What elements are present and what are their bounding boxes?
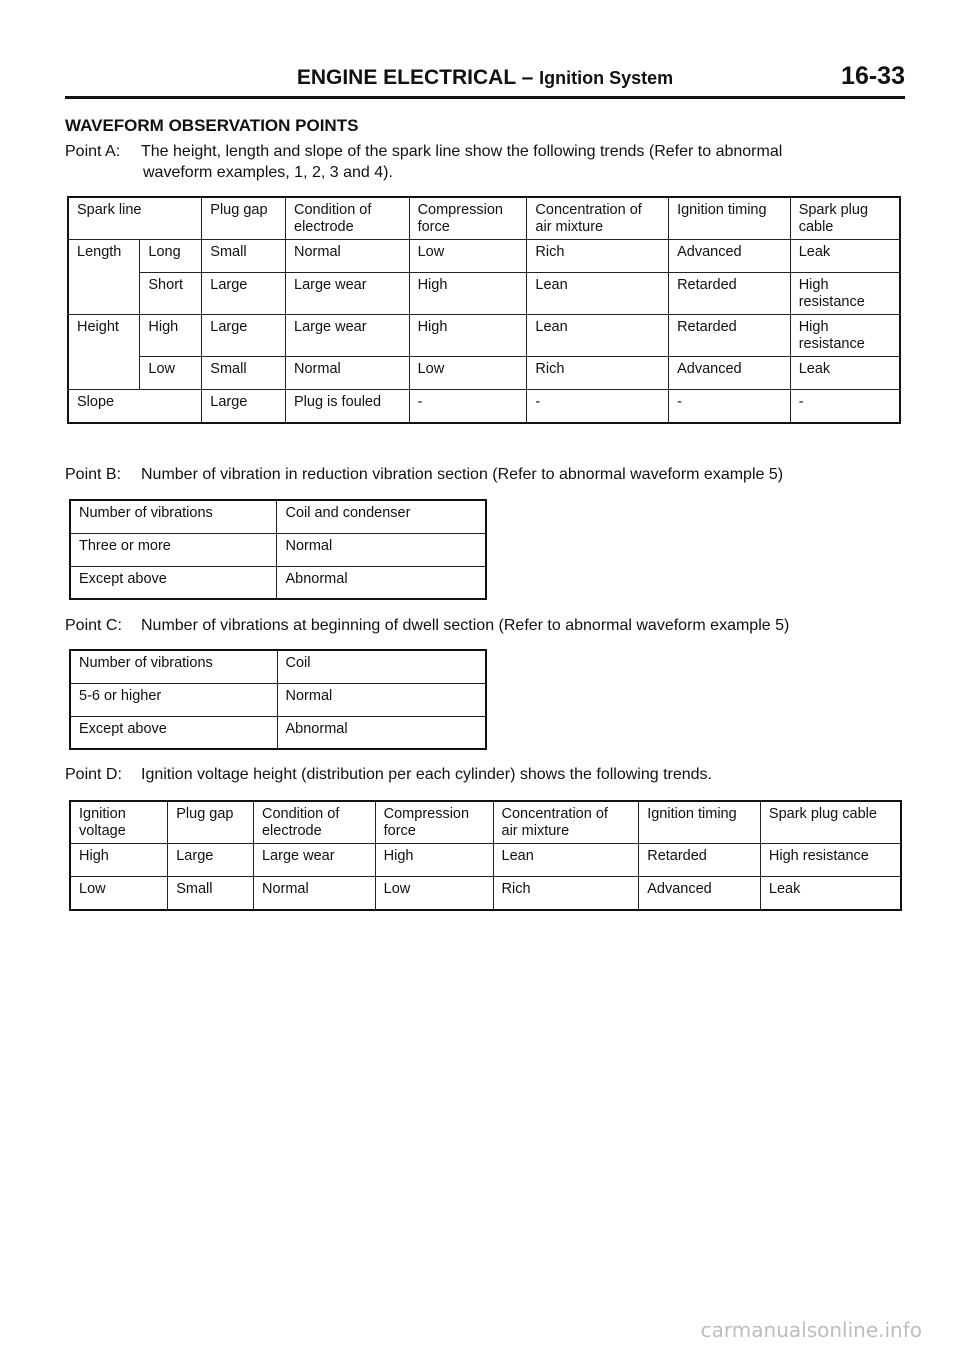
table-cell: - [527, 390, 669, 423]
table-cell: Advanced [639, 877, 761, 910]
header-spark-plug-cable: Spark plug cable [790, 197, 900, 240]
table-cell [68, 273, 140, 315]
table-cell: Leak [790, 240, 900, 273]
header-ignition-timing: Ignition timing [639, 801, 761, 844]
table-row [68, 357, 900, 390]
table-cell: Except above [70, 716, 277, 749]
table-cell: Normal [286, 240, 410, 273]
table-cell: Leak [790, 357, 900, 390]
table-cell: Advanced [669, 240, 791, 273]
watermark: carmanualsonline.info [700, 1318, 922, 1342]
point-b-text: Number of vibration in reduction vibration section (Refer to abnormal waveform example 5) [141, 466, 784, 483]
page-title [65, 66, 905, 90]
table-cell: High [140, 315, 202, 357]
page-number: 16-33 [841, 62, 905, 90]
point-d-paragraph [65, 764, 712, 785]
table-cell: High resistance [790, 315, 900, 357]
table-cell: Small [168, 877, 254, 910]
table-cell: Retarded [669, 273, 791, 315]
table-row [68, 390, 900, 423]
table-cell: High resistance [790, 273, 900, 315]
table-cell: Lean [527, 315, 669, 357]
header-coil: Coil [277, 650, 486, 683]
header-plug-gap: Plug gap [168, 801, 254, 844]
table-cell: Low [375, 877, 493, 910]
point-b-label: Point B: [65, 466, 122, 483]
table-cell: - [669, 390, 791, 423]
table-header-row [68, 197, 900, 240]
row-label-length: Length [68, 240, 140, 273]
table-row [68, 273, 900, 315]
table-cell: Low [70, 877, 168, 910]
table-coil [69, 649, 487, 750]
table-cell: Abnormal [277, 566, 486, 599]
table-cell: High [409, 315, 527, 357]
header-concentration: Concentration of air mixture [527, 197, 669, 240]
point-c-label: Point C: [65, 617, 122, 634]
table-cell: Low [409, 357, 527, 390]
table-cell: Small [202, 357, 286, 390]
table-cell: Normal [277, 533, 486, 566]
header-title: ENGINE ELECTRICAL [296, 66, 516, 89]
table-ignition-voltage [69, 800, 902, 911]
point-c-text: Number of vibrations at beginning of dwell section (Refer to abnormal waveform example 5) [141, 617, 790, 634]
table-cell: Large wear [253, 844, 375, 877]
table-cell: Large wear [286, 273, 410, 315]
table-header-row [70, 500, 486, 533]
point-a-paragraph [65, 141, 782, 183]
table-cell: High resistance [760, 844, 901, 877]
header-number-of-vibrations: Number of vibrations [70, 650, 277, 683]
header-spark-plug-cable: Spark plug cable [760, 801, 901, 844]
table-cell: Normal [253, 877, 375, 910]
table-row [70, 566, 486, 599]
header-number-of-vibrations: Number of vibrations [70, 500, 277, 533]
table-cell: Lean [527, 273, 669, 315]
point-a-label: Point A: [65, 143, 121, 160]
table-cell: Small [202, 240, 286, 273]
point-a-text-line2: waveform examples, 1, 2, 3 and 4). [143, 164, 393, 181]
header-compression: Compression force [375, 801, 493, 844]
table-cell: Except above [70, 566, 277, 599]
header-concentration: Concentration of air mixture [493, 801, 639, 844]
section-heading: WAVEFORM OBSERVATION POINTS [65, 116, 359, 135]
table-header-row [70, 650, 486, 683]
row-label-height: Height [68, 315, 140, 357]
table-cell: Large [202, 273, 286, 315]
table-row [70, 683, 486, 716]
table-cell: Rich [493, 877, 639, 910]
header-compression: Compression force [409, 197, 527, 240]
table-cell: Low [409, 240, 527, 273]
point-d-label: Point D: [65, 766, 122, 783]
point-a-text-line1: The height, length and slope of the spark line show the following trends (Refer to abnormal [141, 143, 783, 160]
table-cell: Normal [277, 683, 486, 716]
table-cell: High [375, 844, 493, 877]
point-c-paragraph [65, 615, 789, 636]
row-label-slope: Slope [68, 390, 202, 423]
header-ignition-voltage: Ignition voltage [70, 801, 168, 844]
table-coil-condenser [69, 499, 487, 600]
table-cell: Lean [493, 844, 639, 877]
header-ignition-timing: Ignition timing [669, 197, 791, 240]
table-row [70, 844, 901, 877]
table-cell: Advanced [669, 357, 791, 390]
table-cell: Large [202, 390, 286, 423]
table-cell: Low [140, 357, 202, 390]
table-cell: Leak [760, 877, 901, 910]
point-d-text: Ignition voltage height (distribution per each cylinder) shows the following trends. [141, 766, 712, 783]
header-plug-gap: Plug gap [202, 197, 286, 240]
table-row [68, 315, 900, 357]
table-cell: Three or more [70, 533, 277, 566]
point-b-paragraph [65, 464, 783, 485]
table-row [70, 877, 901, 910]
table-row [70, 716, 486, 749]
table-cell: Retarded [669, 315, 791, 357]
table-cell [68, 357, 140, 390]
table-cell: Large [202, 315, 286, 357]
table-header-row [70, 801, 901, 844]
table-cell: Rich [527, 240, 669, 273]
table-cell: Large wear [286, 315, 410, 357]
table-cell: 5-6 or higher [70, 683, 277, 716]
table-cell: Normal [286, 357, 410, 390]
header-spark-line: Spark line [68, 197, 202, 240]
table-cell: Short [140, 273, 202, 315]
table-cell: Plug is fouled [286, 390, 410, 423]
header-coil-and-condenser: Coil and condenser [277, 500, 486, 533]
table-row [70, 533, 486, 566]
table-row [68, 240, 900, 273]
table-cell: Long [140, 240, 202, 273]
table-spark-line [67, 196, 901, 424]
table-cell: Abnormal [277, 716, 486, 749]
table-cell: High [409, 273, 527, 315]
header-separator: – [521, 66, 534, 89]
page-header [65, 62, 905, 99]
header-condition: Condition of electrode [253, 801, 375, 844]
table-cell: Large [168, 844, 254, 877]
table-cell: - [790, 390, 900, 423]
table-cell: High [70, 844, 168, 877]
table-cell: Rich [527, 357, 669, 390]
table-cell: - [409, 390, 527, 423]
header-condition: Condition of electrode [286, 197, 410, 240]
table-cell: Retarded [639, 844, 761, 877]
header-subtitle: Ignition System [539, 68, 674, 88]
